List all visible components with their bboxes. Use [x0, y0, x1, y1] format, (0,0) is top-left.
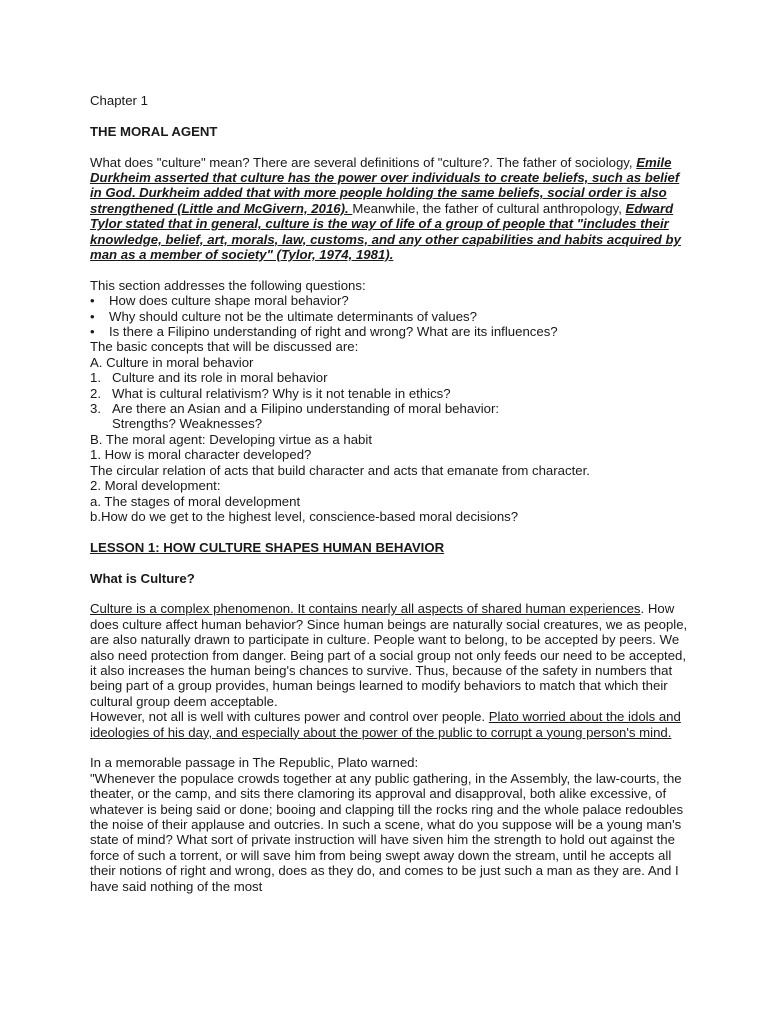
lesson-title: LESSON 1: HOW CULTURE SHAPES HUMAN BEHAVIOR: [90, 539, 445, 555]
republic-quote: "Whenever the populace crowds together at any public gathering, in the Assembly, the law-courts, the theater, or the camp, and sits there clamoring its approval and disapproval, both alike excessive, of whatever is being said or done; booing and clapping till the rocks ring and the whole palace redoubles the noise of their applause and outcries. In such a scene, what do you suppose will be a young man's state of mind? What sort of private instruction will have siven him the strength to hold out against the force of such a torrent, or will save him from being swept away down the stream, until he accepts all their notions of right and wrong, does as they do, and comes to be just such a man as they are. And I have said nothing of the most: [90, 770, 684, 894]
item-number: 2.: [90, 385, 101, 401]
bullet-mark: •: [90, 308, 95, 324]
section-b-line: b.How do we get to the highest level, conscience-based moral decisions?: [90, 508, 519, 524]
spacer: [90, 586, 690, 601]
intro-text: What does "culture" mean? There are several definitions of "culture?. The father of sociology,: [90, 154, 633, 170]
item-number: 3.: [90, 401, 101, 417]
spacer: [90, 262, 690, 277]
question-text: Is there a Filipino understanding of right and wrong? What are its influences?: [109, 324, 558, 340]
spacer: [90, 555, 690, 570]
culture-paragraph: [90, 601, 690, 709]
subheading: What is Culture?: [90, 570, 195, 586]
plato-paragraph: [90, 709, 690, 740]
section-b-heading: B. The moral agent: Developing virtue as a habit: [90, 431, 372, 447]
chapter-label: Chapter 1: [90, 93, 148, 108]
concept-item: [90, 370, 690, 385]
culture-body: How does culture affect human behavior? Since human beings are naturally social creatures, we as people, are also naturally drawn to participate in culture. People want to belong, to be accepted by peers. We also need protection from danger. Being part of a social group not only feeds our need to be accepted, it also increases the human being's chances to survive. Thus, because of the safety in numbers that being part of a group provides, human beings learned to modify behaviors to match that which their cultural group deem acceptable.: [90, 601, 688, 709]
questions-lead: This section addresses the following questions:: [90, 277, 366, 293]
republic-lead: In a memorable passage in The Republic, Plato warned:: [90, 755, 419, 771]
spacer: [90, 524, 690, 539]
section-b-line: 2. Moral development:: [90, 478, 221, 494]
question-item: [90, 293, 690, 308]
plato-worry: Plato worried about the idols and ideologies of his day, and especially about the power of the public to corrupt a young person's mind.: [90, 709, 681, 740]
concept-item: [90, 401, 690, 416]
item-text: Are there an Asian and a Filipino understanding of moral behavior:: [112, 401, 500, 417]
intro-text-2: Meanwhile, the father of cultural anthropology,: [352, 200, 626, 216]
section-b-line: a. The stages of moral development: [90, 493, 301, 509]
culture-lead-dot: .: [640, 601, 645, 617]
spacer: [90, 139, 690, 154]
item-text: Culture and its role in moral behavior: [112, 370, 328, 386]
tylor-quote: Edward Tylor stated that in general, culture is the way of life of a group of people that "includes their knowledge, belief, art, morals, law, customs, and any other capabilities and habits acquired by man as a member of society" (Tylor, 1974, 1981).: [90, 200, 681, 263]
durkheim-addition: Durkheim added that with more people holding the same beliefs, social order is also strengthened (Little and McGivern, 2016).: [90, 185, 667, 216]
question-item: [90, 309, 690, 324]
concepts-lead: The basic concepts that will be discussed are:: [90, 339, 359, 355]
however-text: However, not all is well with cultures power and control over people.: [90, 709, 489, 725]
durkheim-dot: .: [131, 185, 136, 201]
culture-lead: Culture is a complex phenomenon. It contains nearly all aspects of shared human experiences: [90, 601, 641, 617]
concept-item-continuation: Strengths? Weaknesses?: [112, 416, 263, 432]
section-a-heading: A. Culture in moral behavior: [90, 354, 254, 370]
question-item: [90, 324, 690, 339]
spacer: [90, 108, 690, 123]
concept-item: [90, 386, 690, 401]
item-number: 1.: [90, 370, 101, 386]
intro-paragraph: [90, 155, 690, 263]
spacer: [90, 740, 690, 755]
durkheim-quote: Emile Durkheim asserted that culture has the power over individuals to create beliefs, such as belief in God: [90, 154, 680, 201]
item-text: What is cultural relativism? Why is it not tenable in ethics?: [112, 385, 451, 401]
document-page: [90, 93, 690, 894]
bullet-mark: •: [90, 324, 95, 340]
document-title: THE MORAL AGENT: [90, 123, 218, 139]
question-text: How does culture shape moral behavior?: [109, 293, 349, 309]
section-b-line: The circular relation of acts that build character and acts that emanate from character.: [90, 462, 590, 478]
section-b-line: 1. How is moral character developed?: [90, 447, 312, 463]
bullet-mark: •: [90, 293, 95, 309]
question-text: Why should culture not be the ultimate determinants of values?: [109, 308, 477, 324]
